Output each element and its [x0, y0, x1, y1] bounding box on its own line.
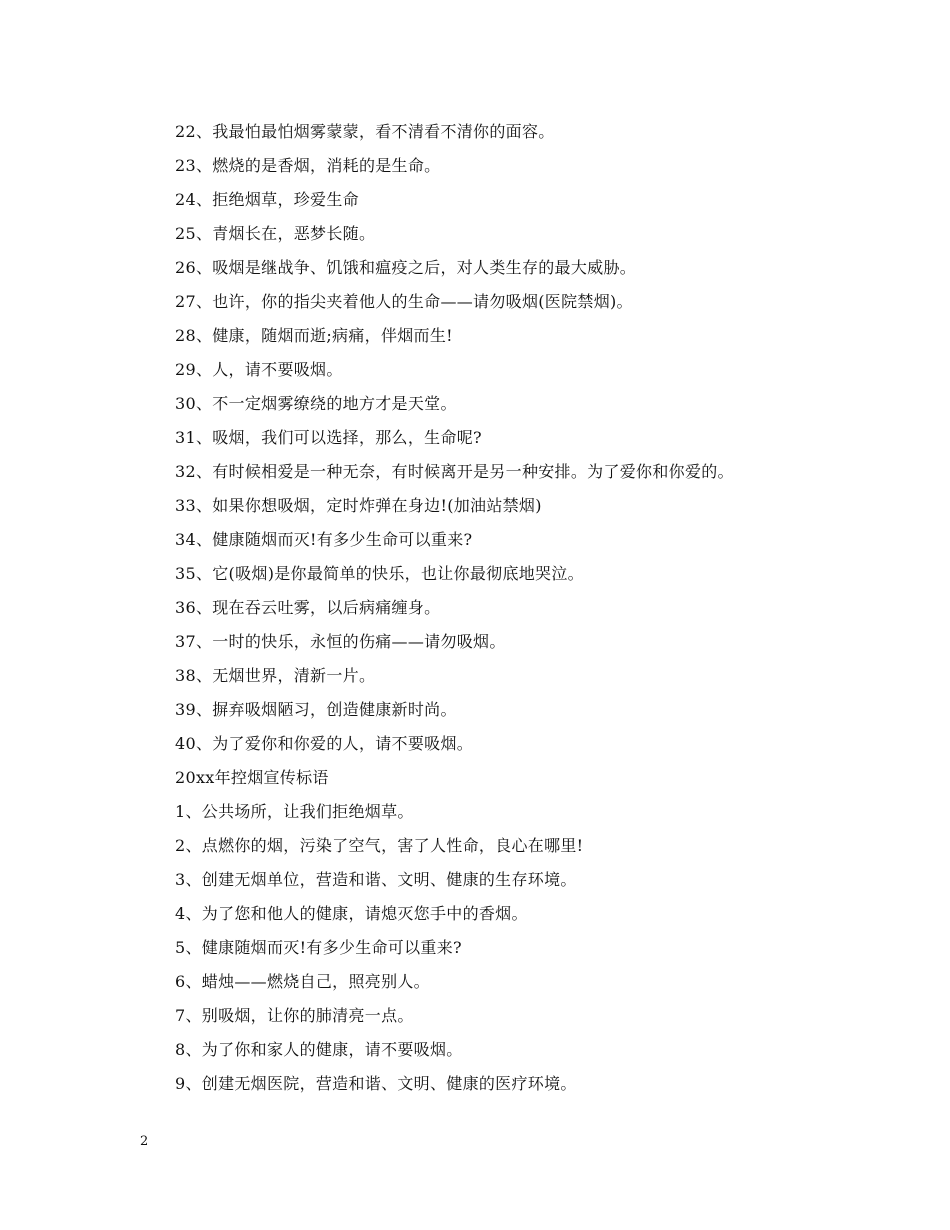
text-line: 25、青烟长在，恶梦长随。: [175, 224, 376, 243]
text-line: 22、我最怕最怕烟雾蒙蒙，看不清看不清你的面容。: [175, 122, 555, 141]
text-line: 31、吸烟，我们可以选择，那么，生命呢?: [175, 428, 482, 447]
text-line: 23、燃烧的是香烟，消耗的是生命。: [175, 156, 441, 175]
text-line: 4、为了您和他人的健康，请熄灭您手中的香烟。: [175, 904, 528, 923]
text-line: 8、为了你和家人的健康，请不要吸烟。: [175, 1040, 463, 1059]
text-line: 29、人，请不要吸烟。: [175, 360, 343, 379]
text-line: 40、为了爱你和你爱的人，请不要吸烟。: [175, 734, 474, 753]
text-line: 24、拒绝烟草，珍爱生命: [175, 190, 359, 209]
text-line: 28、健康，随烟而逝;病痛，伴烟而生!: [175, 326, 453, 345]
text-line: 5、健康随烟而灭!有多少生命可以重来?: [175, 938, 462, 957]
text-line: 37、一时的快乐，永恒的伤痛——请勿吸烟。: [175, 632, 506, 651]
text-line: 9、创建无烟医院，营造和谐、文明、健康的医疗环境。: [175, 1074, 577, 1093]
text-line: 2、点燃你的烟，污染了空气，害了人性命，良心在哪里!: [175, 836, 584, 855]
text-line: 35、它(吸烟)是你最简单的快乐，也让你最彻底地哭泣。: [175, 564, 584, 583]
text-line: 1、公共场所，让我们拒绝烟草。: [175, 802, 414, 821]
text-line: 33、如果你想吸烟，定时炸弹在身边!(加油站禁烟): [175, 496, 542, 515]
page-number: 2: [140, 1134, 149, 1149]
document-body: [175, 117, 875, 1103]
text-line: 26、吸烟是继战争、饥饿和瘟疫之后，对人类生存的最大威胁。: [175, 258, 637, 277]
text-line: 34、健康随烟而灭!有多少生命可以重来?: [175, 530, 473, 549]
text-line: 30、不一定烟雾缭绕的地方才是天堂。: [175, 394, 457, 413]
text-line: 39、摒弃吸烟陋习，创造健康新时尚。: [175, 700, 457, 719]
text-line: 36、现在吞云吐雾，以后病痛缠身。: [175, 598, 441, 617]
text-line: 38、无烟世界，清新一片。: [175, 666, 376, 685]
text-line: 32、有时候相爱是一种无奈，有时候离开是另一种安排。为了爱你和你爱的。: [175, 462, 734, 481]
text-line: 7、别吸烟，让你的肺清亮一点。: [175, 1006, 414, 1025]
text-line: 27、也许，你的指尖夹着他人的生命——请勿吸烟(医院禁烟)。: [175, 292, 633, 311]
text-line: 6、蜡烛——燃烧自己，照亮别人。: [175, 972, 430, 991]
text-line: 3、创建无烟单位，营造和谐、文明、健康的生存环境。: [175, 870, 577, 889]
section-heading: 20xx年控烟宣传标语: [175, 768, 329, 787]
